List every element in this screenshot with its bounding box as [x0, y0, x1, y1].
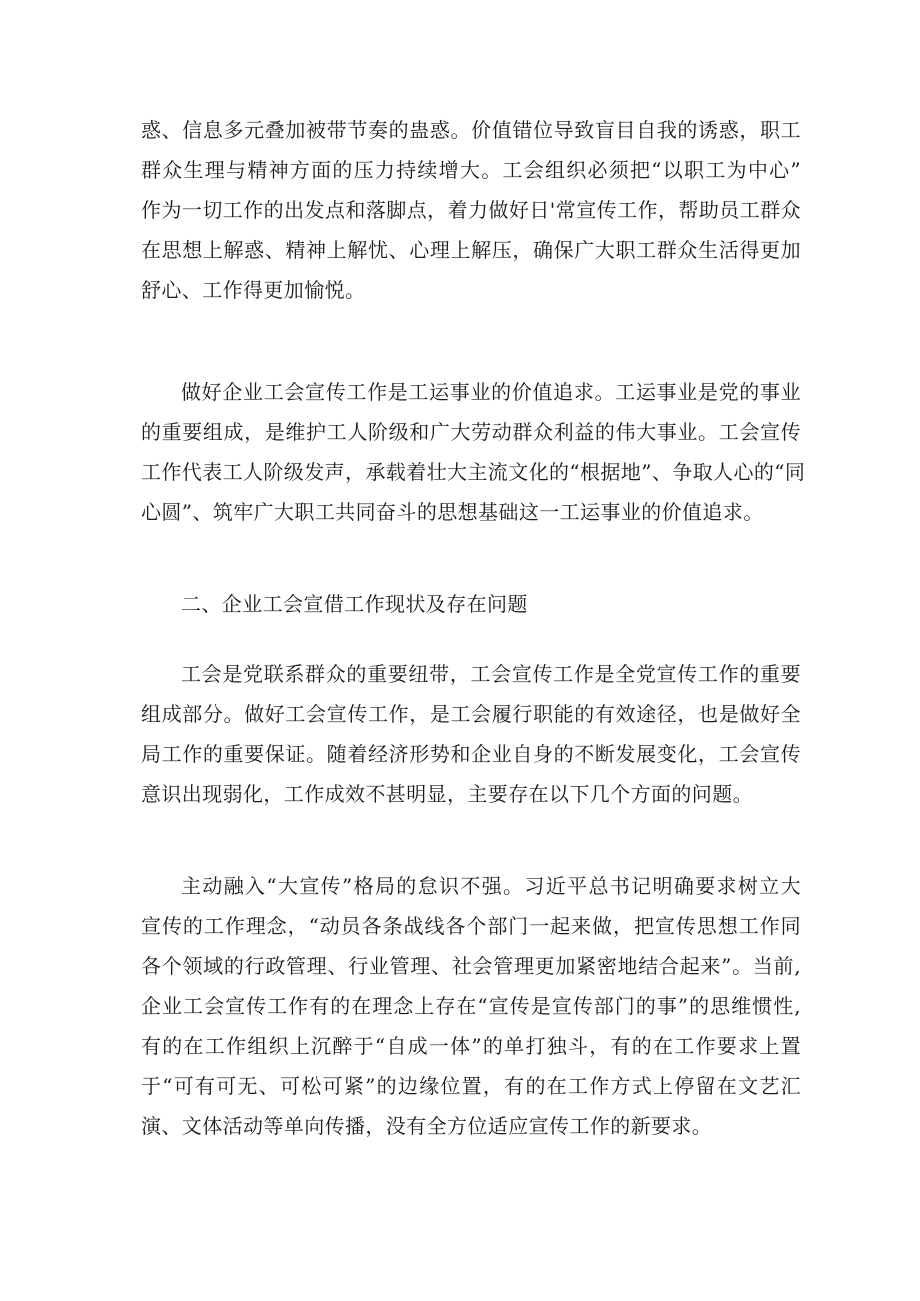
paragraph-line: 企业工会宣传工作有的在理念上存在“宣传是宣传部门的事”的思维惯性,	[141, 994, 801, 1018]
paragraph-line: 宣传的工作理念，“动员各条战线各个部门一起来做，把宣传思想工作同	[141, 914, 801, 938]
paragraph-line: 心圆”、筑牢广大职工共同奋斗的思想基础这一工运事业的价值追求。	[141, 500, 764, 524]
paragraph-line: 惑、信息多元叠加被带节奏的蛊惑。价值错位导致盲目自我的诱惑，职工	[141, 118, 801, 142]
paragraph-line: 作为一切工作的出发点和落脚点，着力做好日'常宣传工作，帮助员工群众	[141, 198, 801, 222]
paragraph-line: 在思想上解惑、精神上解忧、心理上解压，确保广大职工群众生活得更加	[141, 238, 801, 262]
section-heading	[141, 584, 801, 624]
paragraph-line: 于“可有可无、可松可紧”的边缘位置，有的在工作方式上停留在文艺汇	[141, 1074, 801, 1098]
paragraph-line: 工作代表工人阶级发声，承载着壮大主流文化的“根据地”、争取人心的“同	[141, 460, 806, 484]
paragraph-2	[141, 372, 806, 532]
paragraph-line: 做好企业工会宣传工作是工运事业的价值追求。工运事业是党的事业	[181, 380, 801, 404]
paragraph-line: 意识出现弱化，工作成效不甚明显，主要存在以下几个方面的问题。	[141, 782, 753, 806]
paragraph-3	[141, 654, 801, 814]
paragraph-line: 组成部分。做好工会宣传工作，是工会履行职能的有效途径，也是做好全	[141, 702, 801, 726]
paragraph-line: 群众生理与精神方面的压力持续增大。工会组织必须把“以职工为中心”	[141, 158, 801, 182]
paragraph-4	[141, 866, 801, 1146]
paragraph-1	[141, 110, 801, 310]
section-heading-text: 二、企业工会宣借工作现状及存在问题	[181, 592, 528, 616]
paragraph-line: 演、文体活动等单向传播，没有全方位适应宣传工作的新要求。	[141, 1114, 713, 1138]
paragraph-line: 主动融入“大宣传”格局的怠识不强。习近平总书记明确要求树立大	[181, 874, 801, 898]
paragraph-line: 局工作的重要保证。随着经济形势和企业自身的不断发展变化，工会宣传	[141, 742, 801, 766]
paragraph-line: 有的在工作组织上沉醉于“自成一体”的单打独斗，有的在工作要求上置	[141, 1034, 801, 1058]
paragraph-line: 的重要组成，是维护工人阶级和广大劳动群众利益的伟大事业。工会宣传	[141, 420, 801, 444]
paragraph-line: 工会是党联系群众的重要纽带，工会宣传工作是全党宣传工作的重要	[181, 662, 801, 686]
paragraph-line: 舒心、工作得更加愉悦。	[141, 278, 366, 302]
paragraph-line: 各个领域的行政管理、行业管理、社会管理更加紧密地结合起来”。当前,	[141, 954, 801, 978]
